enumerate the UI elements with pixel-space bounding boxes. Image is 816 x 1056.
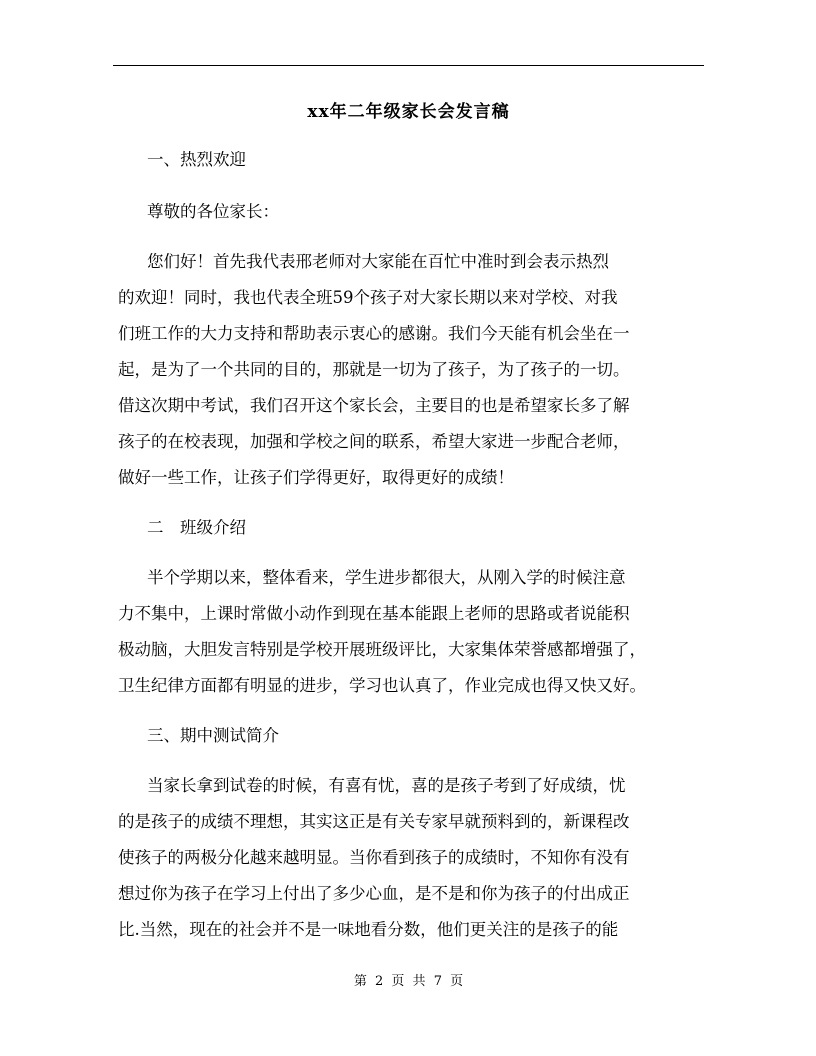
paragraph-line: 您们好！首先我代表邢老师对大家能在百忙中准时到会表示热烈 [147, 252, 609, 271]
paragraph-line: 半个学期以来，整体看来，学生进步都很大，从刚入学的时候注意 [147, 568, 626, 587]
paragraph-line: 使孩子的两极分化越来越明显。当你看到孩子的成绩时，不知你有没有 [118, 848, 630, 867]
paragraph-line: 卫生纪律方面都有明显的进步，学习也认真了，作业完成也得又快又好。 [118, 676, 646, 695]
document-title: xx年二年级家长会发言稿 [307, 102, 510, 122]
paragraph-line: 借这次期中考试，我们召开这个家长会，主要目的也是希望家长多了解 [118, 396, 630, 415]
paragraph-line: 做好一些工作，让孩子们学得更好，取得更好的成绩！ [118, 468, 514, 487]
paragraph-line: 起，是为了一个共同的目的，那就是一切为了孩子，为了孩子的一切。 [118, 360, 630, 379]
header-rule [113, 65, 704, 66]
paragraph-line: 比.当然，现在的社会并不是一味地看分数，他们更关注的是孩子的能 [118, 920, 619, 939]
paragraph-line: 们班工作的大力支持和帮助表示衷心的感谢。我们今天能有机会坐在一 [118, 324, 630, 343]
paragraph-line: 力不集中，上课时常做小动作到现在基本能跟上老师的思路或者说能积 [118, 604, 630, 623]
section-heading-class-intro: 二 班级介绍 [147, 518, 246, 537]
paragraph-line: 的欢迎！同时，我也代表全班59个孩子对大家长期以来对学校、对我 [118, 288, 618, 307]
paragraph-line: 极动脑，大胆发言特别是学校开展班级评比，大家集体荣誉感都增强了， [118, 640, 646, 659]
section-heading-welcome: 一、热烈欢迎 [147, 150, 246, 169]
paragraph-line: 想过你为孩子在学习上付出了多少心血，是不是和你为孩子的付出成正 [118, 884, 630, 903]
section-heading-midterm: 三、期中测试简介 [147, 726, 279, 745]
page-number-footer: 第 2 页 共 7 页 [353, 974, 464, 989]
paragraph-line: 当家长拿到试卷的时候，有喜有忧，喜的是孩子考到了好成绩，忧 [147, 776, 626, 795]
paragraph-line: 孩子的在校表现，加强和学校之间的联系，希望大家进一步配合老师， [118, 432, 630, 451]
greeting: 尊敬的各位家长： [147, 202, 279, 221]
paragraph-line: 的是孩子的成绩不理想，其实这正是有关专家早就预料到的，新课程改 [118, 812, 630, 831]
